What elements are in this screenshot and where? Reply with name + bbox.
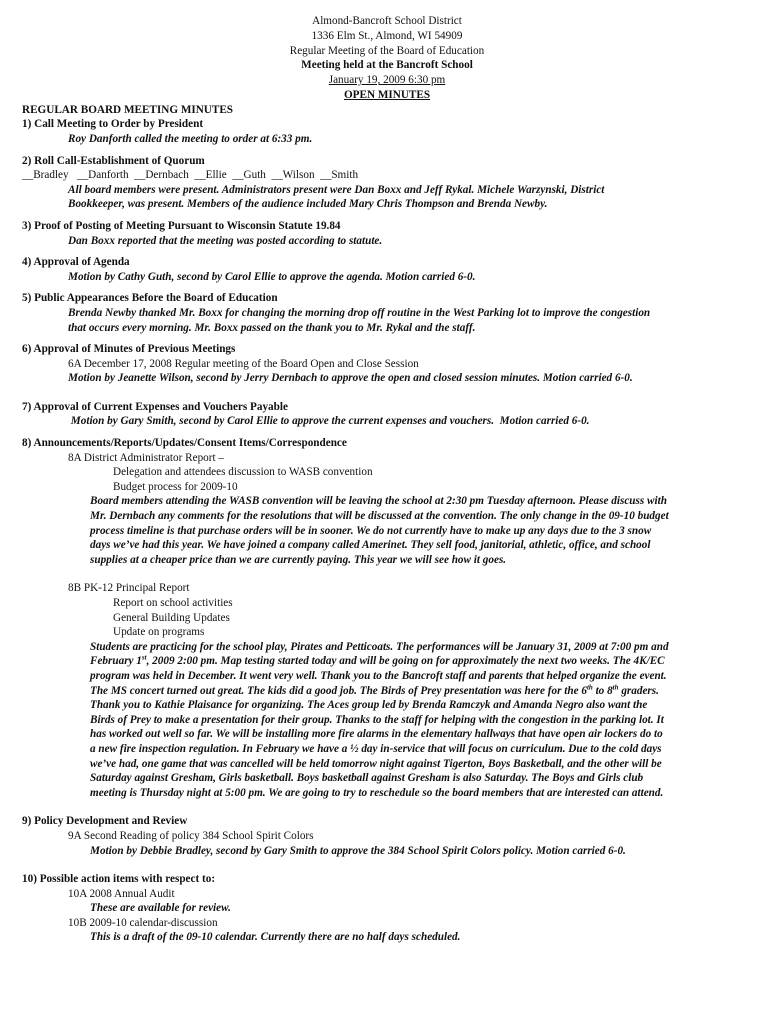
section-10b-body: This is a draft of the 09-10 calendar. Currently there are no half days scheduled. <box>90 931 461 944</box>
section-8a-body-line: process timeline is that purchase orders will be in sooner. We do not currently have to make up any days due to the 3 snow <box>90 524 652 537</box>
section-8b-body-line: a new fire inspection regulation. In February we have a ½ day in-service that will focus on curriculum. Due to the cold days <box>90 742 662 755</box>
section-8b-body-line: The MS concert turned out great. The kids did a good job. The Birds of Prey presentation was here for the 6th to 8th graders. <box>90 682 659 697</box>
section-9-heading: 9) Policy Development and Review <box>22 815 188 828</box>
section-10a-item: 10A 2008 Annual Audit <box>68 887 175 900</box>
section-8b-item: Report on school activities <box>113 597 233 609</box>
section-8b-body-line: we’ve had, one game that was cancelled will be held tomorrow night against Tigerton, Boys Basketball, and the other will be <box>90 757 662 770</box>
section-4-body: Motion by Cathy Guth, second by Carol Ellie to approve the agenda. Motion carried 6-0. <box>68 270 476 283</box>
minutes-page <box>22 14 752 945</box>
section-8b-body-line: meeting is Thursday night at 5:00 pm. We are going to try to reschedule so the board members that are interested can attend. <box>90 786 664 799</box>
section-8b-title: 8B PK-12 Principal Report <box>68 582 190 595</box>
section-8b-body-line: Saturday against Gresham, Girls basketball. Boys basketball against Gresham is also Saturday. The Boys and Girls club <box>90 772 644 785</box>
section-8b-body-line: Birds of Prey to make a presentation for their group. Thanks to the staff for helping with the congestion in the parking lot. It <box>90 713 664 726</box>
meeting-location: Meeting held at the Bancroft School <box>301 59 473 72</box>
section-2-body-line2: Bookkeeper, was present. Members of the audience included Mary Chris Thompson and Brenda Newby. <box>68 198 548 211</box>
section-8b-body-line: Students are practicing for the school play, Pirates and Petticoats. The performances will be January 31, 2009 at 7:00 pm and <box>90 640 669 653</box>
meeting-date: January 19, 2009 6:30 pm <box>328 74 446 87</box>
section-9-item: 9A Second Reading of policy 384 School Spirit Colors <box>68 829 314 842</box>
section-8b-body-line: Thank you to Kathie Plaisance for organizing. The Aces group led by Brenda Ramczyk and Amanda Negro also want the <box>90 699 648 712</box>
district-address: 1336 Elm St., Almond, WI 54909 <box>311 29 463 42</box>
section-3-body: Dan Boxx reported that the meeting was posted according to statute. <box>68 234 383 247</box>
section-8b-body-line: has worked out well so far. We will be installing more fire alarms in the elementary hallways that have open air lockers do to <box>90 728 663 741</box>
section-8a-body-line: Board members attending the WASB convention will be leaving the school at 2:30 pm Tuesday afternoon. Please discuss with <box>90 495 667 508</box>
section-10b-item: 10B 2009-10 calendar-discussion <box>68 916 218 929</box>
section-3-heading: 3) Proof of Posting of Meeting Pursuant to Wisconsin Statute 19.84 <box>22 219 341 232</box>
section-8-heading: 8) Announcements/Reports/Updates/Consent Items/Correspondence <box>22 437 347 450</box>
section-5-heading: 5) Public Appearances Before the Board of Education <box>22 292 278 305</box>
section-2-heading: 2) Roll Call-Establishment of Quorum <box>22 154 205 167</box>
section-8b-body-line: program was held in December. It went very well. Thank you to the Bancroft staff and parents that helped organize the event. <box>90 669 667 682</box>
section-8a-body-line: supplies at a cheaper price than we are currently paying. This year we will see how it goes. <box>90 553 507 566</box>
section-8a-body-line: Mr. Dernbach any comments for the resolutions that will be discussed at the convention. The only change in the 09-10 budget <box>90 510 669 523</box>
section-1-body: Roy Danforth called the meeting to order at 6:33 pm. <box>68 132 313 145</box>
section-8a-title: 8A District Administrator Report – <box>68 451 224 464</box>
section-6-heading: 6) Approval of Minutes of Previous Meetings <box>22 343 236 356</box>
section-6-item: 6A December 17, 2008 Regular meeting of the Board Open and Close Session <box>68 357 419 370</box>
section-4-heading: 4) Approval of Agenda <box>22 256 130 269</box>
document-title: REGULAR BOARD MEETING MINUTES <box>22 103 234 116</box>
minutes-type: OPEN MINUTES <box>343 88 431 101</box>
meeting-type: Regular Meeting of the Board of Education <box>289 44 485 57</box>
section-2-body-line1: All board members were present. Administrators present were Dan Boxx and Jeff Rykal. Michele Warzynski, District <box>68 183 605 196</box>
section-5-body-line1: Brenda Newby thanked Mr. Boxx for changing the morning drop off routine in the West Parking lot to improve the congestion <box>68 306 651 319</box>
section-8a-item: Delegation and attendees discussion to WASB convention <box>113 466 373 479</box>
section-8a-body-line: days we’ve had this year. We have joined a company called Amerinet. They sell food, janitorial, athletic, office, and school <box>90 539 651 552</box>
section-7-body: Motion by Gary Smith, second by Carol Ellie to approve the current expenses and vouchers. Motion carried 6-0. <box>68 415 590 428</box>
section-8a-item: Budget process for 2009-10 <box>113 480 238 493</box>
document-header <box>22 14 752 103</box>
section-8b-item: Update on programs <box>113 626 205 639</box>
section-9-body: Motion by Debbie Bradley, second by Gary Smith to approve the 384 School Spirit Colors policy. Motion carried 6-0. <box>90 844 626 857</box>
district-name: Almond-Bancroft School District <box>312 15 462 27</box>
section-10a-body: These are available for review. <box>90 902 231 915</box>
section-1-heading: 1) Call Meeting to Order by President <box>22 118 204 131</box>
section-7-heading: 7) Approval of Current Expenses and Vouchers Payable <box>22 400 288 413</box>
roll-call-list: __Bradley __Danforth __Dernbach __Ellie __Guth __Wilson __Smith <box>22 169 359 182</box>
section-8b-body-line: February 1st, 2009 2:00 pm. Map testing started today and will be going on for approximately the next two weeks. The 4K/EC <box>90 653 665 668</box>
section-5-body-line2: that occurs every morning. Mr. Boxx passed on the thank you to Mr. Rykal and the staff. <box>68 321 476 334</box>
section-6-body: Motion by Jeanette Wilson, second by Jerry Dernbach to approve the open and closed session minutes. Motion carried 6-0. <box>68 372 633 385</box>
section-8b-item: General Building Updates <box>113 611 230 624</box>
section-10-heading: 10) Possible action items with respect to: <box>22 873 216 886</box>
